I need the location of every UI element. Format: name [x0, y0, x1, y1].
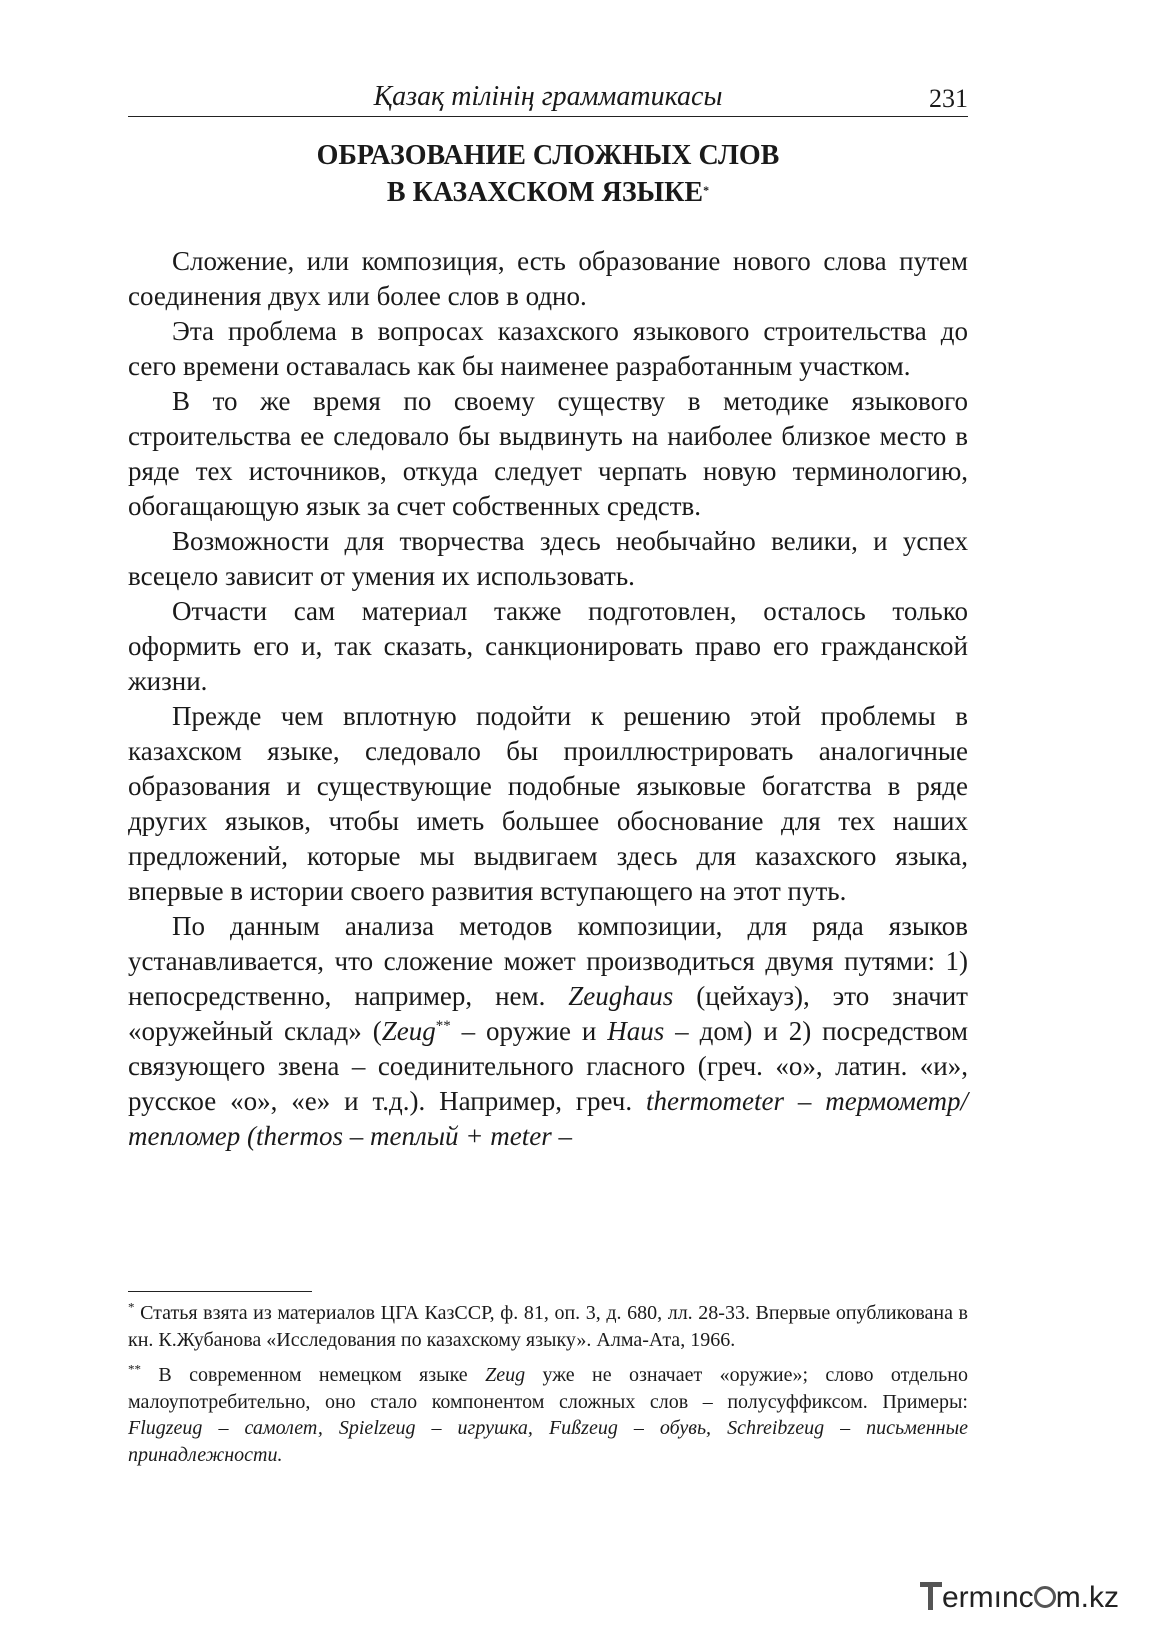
footnote-2-mark: **	[128, 1361, 141, 1377]
paragraph-5: Отчасти сам материал также подготовлен, осталось только оформить его и, так сказать, санкционировать право его гражданской жизни.	[128, 596, 968, 696]
footnote-1-mark: *	[128, 1299, 135, 1315]
paragraph-3: В то же время по своему существу в методике языкового строительства ее следовало бы выдвинуть на наиболее близкое место в ряде тех источников, откуда следует черпать новую терминологию, обогащающую язык за счет собственных средств.	[128, 386, 968, 521]
paragraph-6: Прежде чем вплотную подойти к решению этой проблемы в казахском языке, следовало бы проиллюстрировать аналогичные образования и существующие подобные языковые богатства в ряде других языков, чтобы иметь большее обоснование для тех наших предложений, которые мы выдвигаем здесь для казахского языка, впервые в истории своего развития вступающего на этот путь.	[128, 701, 968, 906]
paragraph-1: Сложение, или композиция, есть образование нового слова путем соединения двух или более слов в одно.	[128, 246, 968, 311]
footnote-2-italic-examples: Flugzeug – самолет, Spielzeug – игрушка, Fußzeug – обувь, Schreibzeug – письменные принадлежности.	[128, 1417, 968, 1466]
footnote-2-text-1: В современном немецком языке	[141, 1364, 486, 1386]
paragraph-2: Эта проблема в вопросах казахского языкового строительства до сего времени оставалась как бы наименее разработанным участком.	[128, 316, 968, 381]
p7-text-1: По данным анализа методов композиции, для ряда языков устанавливается, что сложение может производиться двумя путями: 1) непосредственно, например, нем.	[128, 911, 968, 1011]
logo-t-icon	[920, 1582, 942, 1610]
paragraph-4: Возможности для творчества здесь необычайно велики, и успех всецело зависит от умения их использовать.	[128, 526, 968, 591]
footnote-2-text-2: уже не означает «оружие»; слово отдельно малоупотребительно, оно стало компонентом сложных слов – полусуффиксом. Примеры:	[128, 1364, 968, 1413]
running-header	[128, 80, 968, 117]
footnote-1	[128, 1300, 968, 1353]
p7-italic-haus: Haus	[607, 1016, 665, 1046]
article-title-line2-text: В КАЗАХСКОМ ЯЗЫКЕ	[386, 177, 704, 208]
p7-text-2: (цейхауз), это значит «оружейный склад» (	[128, 981, 968, 1046]
article-title	[128, 137, 968, 211]
article-body	[128, 244, 968, 1154]
footnote-2	[128, 1362, 968, 1468]
p7-text-3: – оружие и	[450, 1016, 608, 1046]
logo-text-2: m.kz	[1055, 1581, 1120, 1614]
termincom-logo	[920, 1578, 1120, 1618]
p7-footnote-mark: **	[435, 1018, 451, 1034]
p7-italic-zeug: Zeug	[381, 1016, 436, 1046]
p7-italic-thermometer: thermometer – термометр/тепломер (thermos – теплый + meter –	[128, 1086, 968, 1151]
title-footnote-mark: *	[703, 183, 710, 197]
page-number: 231	[929, 84, 968, 113]
article-title-line1: ОБРАЗОВАНИЕ СЛОЖНЫХ СЛОВ	[316, 140, 780, 171]
footnote-separator	[128, 1291, 312, 1292]
footnote-1-text: Статья взята из материалов ЦГА КазССР, ф. 81, оп. 3, д. 680, лл. 28-33. Впервые опубликована в кн. К.Жубанова «Исследования по казахскому языку». Алма-Ата, 1966.	[128, 1302, 968, 1351]
logo-o-icon	[1034, 1586, 1056, 1608]
article-title-line2	[128, 174, 968, 211]
footnote-2-italic-zeug: Zeug	[485, 1364, 526, 1386]
running-header-title: Қазақ тілінің грамматикасы	[373, 81, 723, 112]
paragraph-7	[128, 909, 968, 1154]
logo-text-1: ermınc	[942, 1581, 1034, 1614]
p7-text-4: – дом) и 2) посредством связующего звена – соединительного гласного (греч. «о», латин. «и», русское «о», «е» и т.д.). Например, греч.	[128, 1016, 968, 1116]
p7-italic-zeughaus: Zeughaus	[568, 981, 674, 1011]
footnotes	[128, 1300, 968, 1477]
